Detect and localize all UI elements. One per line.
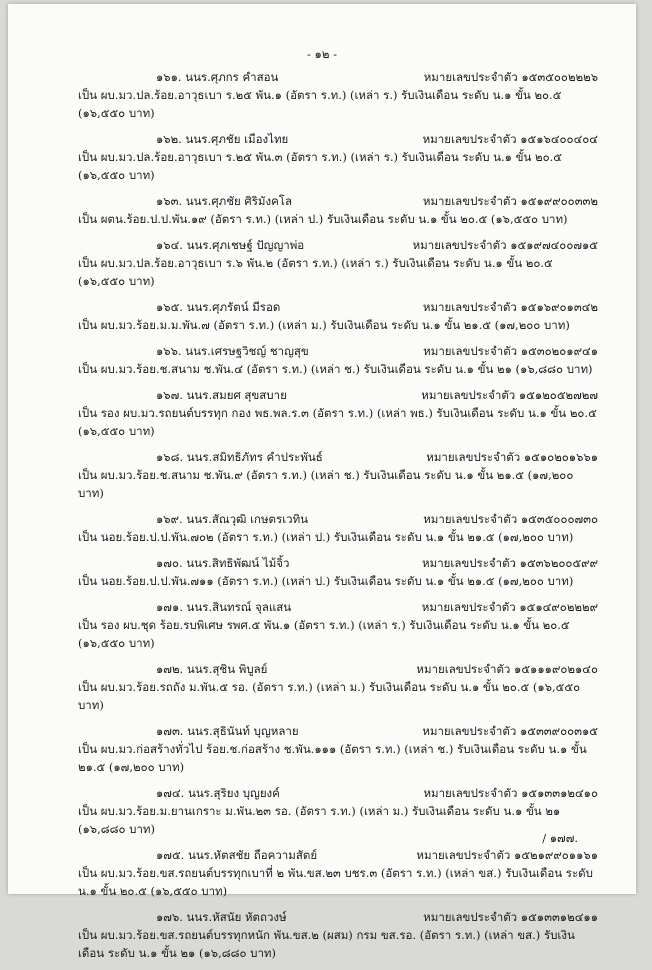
list-item: [78, 342, 598, 378]
entry-name: ๑๗๔. นนร.สุริยง บุญยงค์: [156, 786, 280, 800]
entry-id: หมายเลขประจำตัว ๑๕๑๓๓๑๒๔๑๑: [423, 910, 598, 924]
list-item: [78, 298, 598, 334]
entry-description: เป็น นอย.ร้อย.ป.ป.พัน.๗๑๑ (อัตรา ร.ท.) (เหล่า ป.) รับเงินเดือน ระดับ น.๑ ขั้น ๒๑.๕ (๑๗,๒๐๐ บาท): [78, 574, 574, 588]
list-item: [78, 660, 598, 714]
entry-description: เป็น ผบ.มว.ร้อย.ช.สนาม ช.พัน.๔ (อัตรา ร.ท.) (เหล่า ช.) รับเงินเดือน ระดับ น.๑ ขั้น ๒๑ (๑๖,๘๘๐ บาท): [78, 362, 593, 376]
entry-name: ๑๗๖. นนร.หัสนัย หัตถวงษ์: [156, 910, 287, 924]
entry-id: หมายเลขประจำตัว ๑๕๓๕๐๐๐๗๓๐: [423, 512, 598, 526]
entry-name: ๑๗๒. นนร.สุชิน พิบูลย์: [156, 662, 268, 676]
entry-name: ๑๗๕. นนร.หัตสชัย ถือความสัตย์: [156, 848, 318, 862]
entry-description: เป็น ผบ.มว.ร้อย.รถถัง ม.พัน.๕ รอ. (อัตรา ร.ท.) (เหล่า ม.) รับเงินเดือน ระดับ น.๑ ขั้น ๒๐.๕ (๑๖,๕๕๐ บาท): [78, 680, 581, 712]
entry-id: หมายเลขประจำตัว ๑๕๑๐๒๐๑๖๖๑: [426, 450, 598, 464]
entry-description: เป็น ผบ.มว.ปล.ร้อย.อาวุธเบา ร.๒๕ พัน.๑ (อัตรา ร.ท.) (เหล่า ร.) รับเงินเดือน ระดับ น.๑ ขั้น ๒๐.๕ (๑๖,๕๕๐ บาท): [78, 88, 562, 120]
list-item: [78, 448, 598, 502]
entry-description: เป็น ผตน.ร้อย.ป.ป.พัน.๑๙ (อัตรา ร.ท.) (เหล่า ป.) รับเงินเดือน ระดับ น.๑ ขั้น ๒๐.๕ (๑๖,๕๕๐ บาท): [78, 212, 568, 226]
list-item: [78, 554, 598, 590]
entry-description: เป็น นอย.ร้อย.ป.ป.พัน.๗๐๒ (อัตรา ร.ท.) (เหล่า ป.) รับเงินเดือน ระดับ น.๑ ขั้น ๒๑.๕ (๑๗,๒๐๐ บาท): [78, 530, 574, 544]
entry-description: เป็น ผบ.มว.ร้อย.ขส.รถยนต์บรรทุกหนัก พัน.ขส.๒ (ผสม) กรม ขส.รอ. (อัตรา ร.ท.) (เหล่า ขส.) รับเงินเดือน ระดับ น.๑ ขั้น ๒๑ (๑๖,๘๘๐ บาท): [78, 928, 575, 960]
entry-id: หมายเลขประจำตัว ๑๕๓๓๙๐๐๓๑๕: [422, 724, 598, 738]
entry-description: เป็น ผบ.มว.ปล.ร้อย.อาวุธเบา ร.๖ พัน.๒ (อัตรา ร.ท.) (เหล่า ร.) รับเงินเดือน ระดับ น.๑ ขั้น ๒๐.๕ (๑๖,๕๕๐ บาท): [78, 256, 553, 288]
list-item: [78, 908, 598, 962]
entry-id: หมายเลขประจำตัว ๑๕๑๔๙๐๒๒๒๙: [421, 600, 598, 614]
entry-name: ๑๗๓. นนร.สุธินันท์ บุญหลาย: [156, 724, 299, 738]
entry-name: ๑๖๑. นนร.ศุภกร คำสอน: [156, 70, 279, 84]
entry-id: หมายเลขประจำตัว ๑๕๑๓๓๑๒๔๑๐: [423, 786, 598, 800]
page-number: - ๑๒ -: [307, 47, 337, 61]
entry-id: หมายเลขประจำตัว ๑๕๑๑๑๙๐๒๑๔๐: [416, 662, 598, 676]
entry-name: ๑๗๐. นนร.สิทธิพัฒน์ ไม้จิ้ว: [156, 556, 290, 570]
entry-id: หมายเลขประจำตัว ๑๕๑๙๗๔๐๐๗๑๕: [412, 238, 598, 252]
entry-id: หมายเลขประจำตัว ๑๕๑๖๔๐๐๔๐๔: [422, 132, 598, 146]
entry-description: เป็น ผบ.มว.ก่อสร้างทั่วไป ร้อย.ช.ก่อสร้าง ช.พัน.๑๑๑ (อัตรา ร.ท.) (เหล่า ช.) รับเงินเดือน ระดับ น.๑ ขั้น ๒๑.๕ (๑๗,๒๐๐ บาท): [78, 742, 587, 774]
entry-description: เป็น ผบ.มว.ร้อย.ม.ยานเกราะ ม.พัน.๒๓ รอ. (อัตรา ร.ท.) (เหล่า ม.) รับเงินเดือน ระดับ น.๑ ขั้น ๒๑ (๑๖,๘๘๐ บาท): [78, 804, 561, 836]
entry-description: เป็น ผบ.มว.ร้อย.ขส.รถยนต์บรรทุกเบาที่ ๒ พัน.ขส.๒๓ บชร.๓ (อัตรา ร.ท.) (เหล่า ขส.) รับเงินเดือน ระดับ น.๑ ขั้น ๒๐.๕ (๑๖,๕๕๐ บาท): [78, 866, 593, 898]
entry-name: ๑๖๓. นนร.ศุภชัย ศิริมังคโล: [156, 194, 292, 208]
entry-id: หมายเลขประจำตัว ๑๕๒๑๙๙๐๑๑๖๑: [416, 848, 598, 862]
entry-id: หมายเลขประจำตัว ๑๕๓๕๐๐๒๒๒๖: [423, 70, 598, 84]
entry-description: เป็น รอง ผบ.มว.รถยนต์บรรทุก กอง พธ.พล.ร.๓ (อัตรา ร.ท.) (เหล่า พธ.) รับเงินเดือน ระดับ น.๑ ขั้น ๒๐.๕ (๑๖,๕๕๐ บาท): [78, 406, 597, 438]
list-item: [78, 722, 598, 776]
entry-name: ๑๗๑. นนร.สินทรณ์ จุลแสน: [156, 600, 292, 614]
continuation-note: / ๑๗๗.: [542, 831, 578, 845]
entry-name: ๑๖๔. นนร.ศุภเชษฐ์ ปัญญาพ่อ: [156, 238, 305, 252]
entry-id: หมายเลขประจำตัว ๑๕๑๒๐๕๒๗๒๗: [421, 388, 598, 402]
entry-description: เป็น ผบ.มว.ร้อย.ม.ม.พัน.๗ (อัตรา ร.ท.) (เหล่า ม.) รับเงินเดือน ระดับ น.๑ ขั้น ๒๑.๕ (๑๗,๒๐๐ บาท): [78, 318, 570, 332]
document-page: [8, 4, 636, 960]
entry-name: ๑๖๘. นนร.สมิทธิภัทร คำประพันธ์: [156, 450, 323, 464]
list-item: [78, 598, 598, 652]
entry-id: หมายเลขประจำตัว ๑๕๑๖๙๐๑๓๔๒: [422, 300, 598, 314]
list-item: [78, 846, 598, 900]
entry-name: ๑๖๕. นนร.ศุภรัตน์ มีรอด: [156, 300, 281, 314]
list-item: [78, 130, 598, 184]
list-item: [78, 68, 598, 122]
entry-list: [78, 68, 598, 970]
list-item: [78, 784, 598, 838]
entry-id: หมายเลขประจำตัว ๑๕๑๙๙๐๐๓๓๒: [422, 194, 598, 208]
entry-id: หมายเลขประจำตัว ๑๕๓๐๒๐๑๙๔๑: [423, 344, 598, 358]
entry-id: หมายเลขประจำตัว ๑๕๓๖๒๐๐๕๙๙: [422, 556, 598, 570]
entry-description: เป็น ผบ.มว.ปล.ร้อย.อาวุธเบา ร.๒๕ พัน.๓ (อัตรา ร.ท.) (เหล่า ร.) รับเงินเดือน ระดับ น.๑ ขั้น ๒๐.๕ (๑๖,๕๕๐ บาท): [78, 150, 562, 182]
entry-name: ๑๖๒. นนร.ศุภชัย เมืองไทย: [156, 132, 289, 146]
entry-description: เป็น รอง ผบ.ชุด ร้อย.รบพิเศษ รพศ.๕ พัน.๑ (อัตรา ร.ท.) (เหล่า ร.) รับเงินเดือน ระดับ น.๑ ขั้น ๒๐.๕ (๑๖,๕๕๐ บาท): [78, 618, 570, 650]
list-item: [78, 510, 598, 546]
entry-name: ๑๖๙. นนร.สัณวุฒิ เกษตรเวทิน: [156, 512, 309, 526]
list-item: [78, 236, 598, 290]
entry-name: ๑๖๖. นนร.เศรษฐวิชญ์ ชาญสุข: [156, 344, 309, 358]
list-item: [78, 386, 598, 440]
entry-name: ๑๖๗. นนร.สมยศ สุขสบาย: [156, 388, 287, 402]
entry-description: เป็น ผบ.มว.ร้อย.ช.สนาม ช.พัน.๙ (อัตรา ร.ท.) (เหล่า ช.) รับเงินเดือน ระดับ น.๑ ขั้น ๒๑.๕ (๑๗,๒๐๐ บาท): [78, 468, 574, 500]
list-item: [78, 192, 598, 228]
